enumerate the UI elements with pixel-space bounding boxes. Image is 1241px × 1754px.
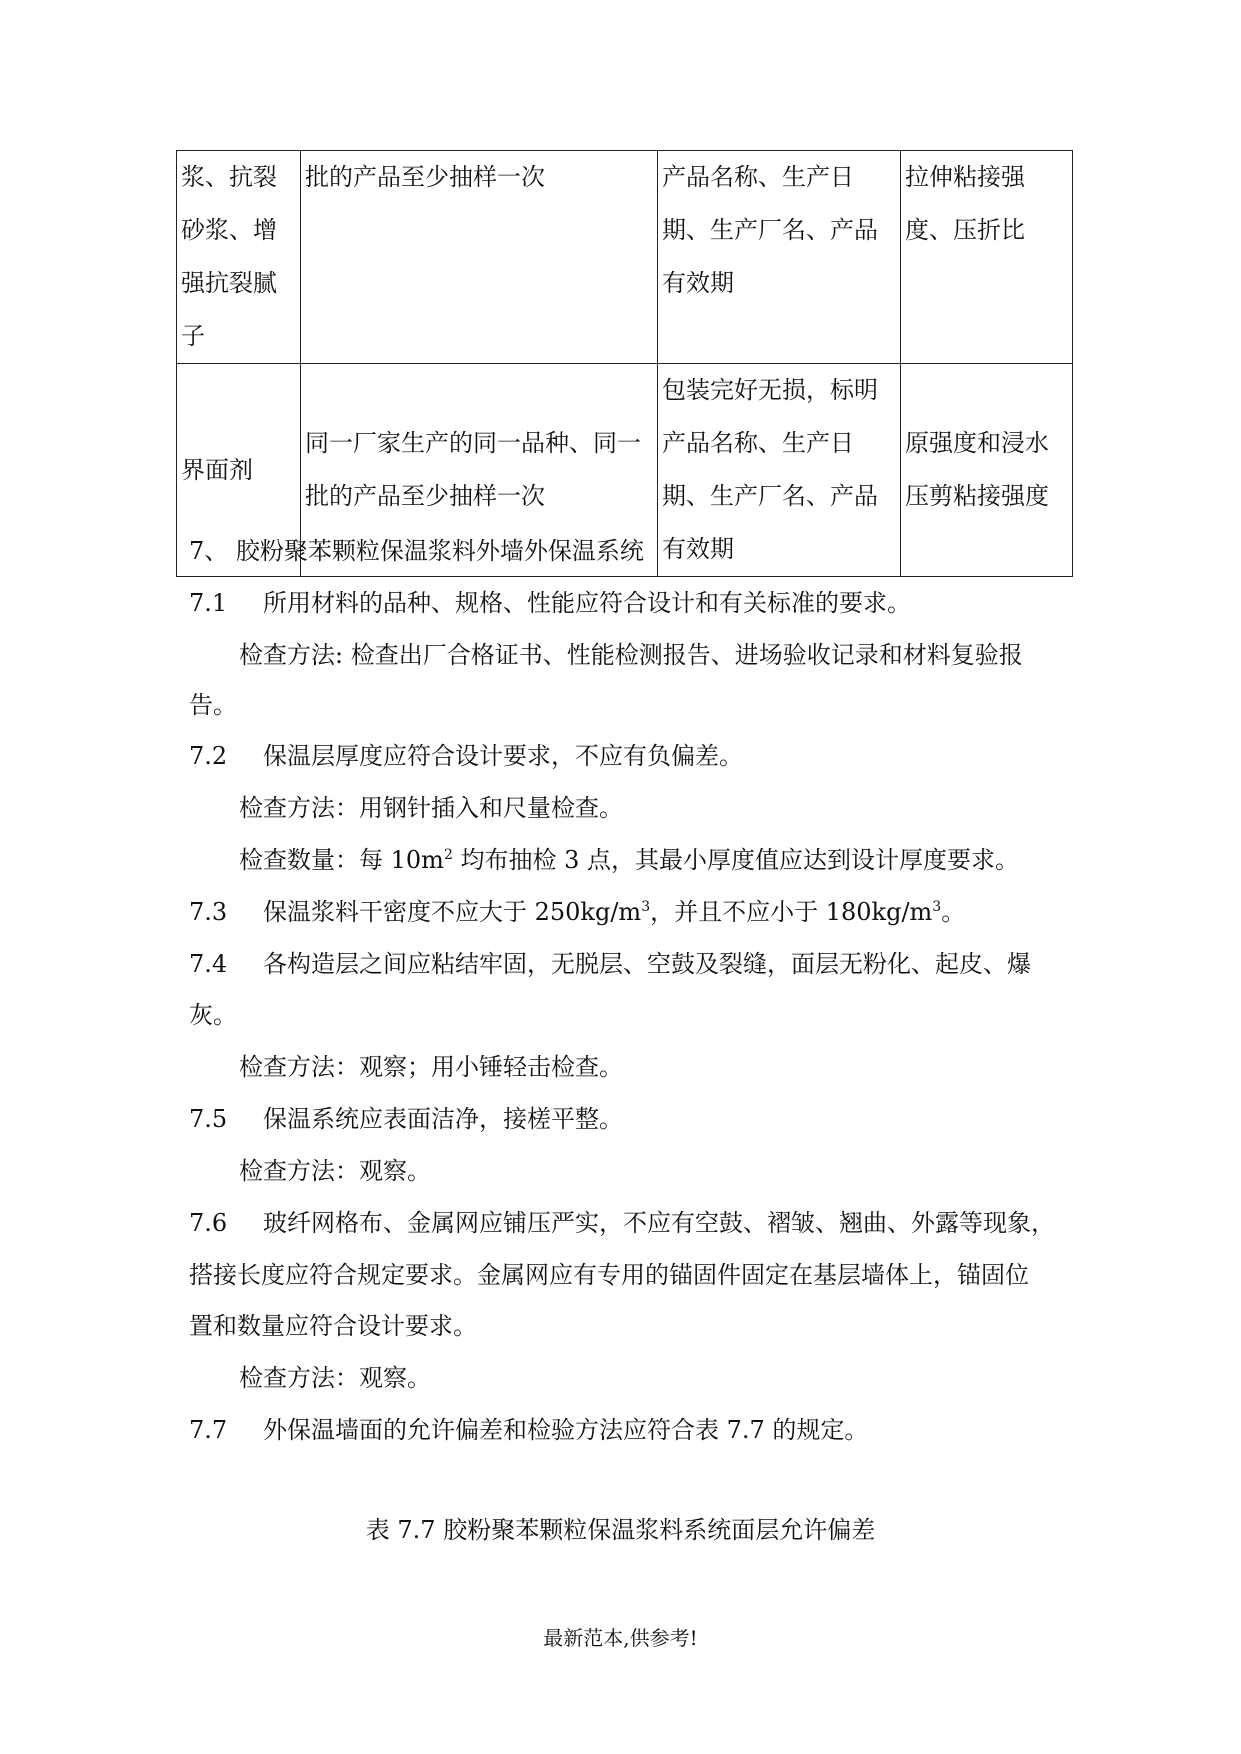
clause-7-7 — [189, 1404, 1069, 1456]
clause-text: 玻纤网格布、金属网应铺压严实，不应有空鼓、褶皱、翘曲、外露等现象， — [263, 1209, 1055, 1237]
table-cell-material: 界面剂 — [177, 364, 301, 577]
inspection-quantity — [189, 834, 1119, 886]
clause-7-6-cont: 置和数量应符合设计要求。 — [189, 1312, 477, 1340]
clause-number: 7.6 — [189, 1209, 228, 1237]
quantity-text-b: 均布抽检 3 点，其最小厚度值应达到设计厚度要求。 — [452, 846, 1020, 874]
table-cell-retest: 原强度和浸水压剪粘接强度 — [901, 364, 1073, 577]
clause-text: 所用材料的品种、规格、性能应符合设计和有关标准的要求。 — [263, 589, 911, 617]
table-caption: 表 7.7 胶粉聚苯颗粒保温浆料系统面层允许偏差 — [365, 1516, 876, 1544]
table-cell-sampling: 批的产品至少抽样一次 — [301, 151, 658, 364]
clause-text: 保温系统应表面洁净，接槎平整。 — [263, 1105, 623, 1133]
inspection-method: 检查方法：观察；用小锤轻击检查。 — [239, 1053, 623, 1081]
clause-7-4-cont: 灰。 — [189, 1001, 237, 1029]
clause-7-4 — [189, 938, 1069, 990]
clause-number: 7.7 — [189, 1416, 228, 1444]
clause-number: 7.2 — [189, 742, 228, 770]
superscript: 2 — [443, 847, 453, 863]
page-footer: 最新范本,供参考! — [543, 1626, 698, 1650]
superscript: 3 — [641, 899, 651, 915]
inspection-method-cont: 告。 — [189, 691, 237, 719]
inspection-method: 检查方法：用钢针插入和尺量检查。 — [239, 794, 623, 822]
clause-7-2 — [189, 730, 1069, 782]
inspection-method: 检查方法：观察。 — [239, 1157, 431, 1185]
table-cell-material: 浆、抗裂砂浆、增强抗裂腻子 — [177, 151, 301, 364]
inspection-method: 检查方法：观察。 — [239, 1364, 431, 1392]
clause-number: 7.1 — [189, 589, 228, 617]
quantity-text-a: 检查数量：每 10m — [239, 846, 444, 874]
clause-text-b: ，并且不应小于 180kg/m — [650, 898, 933, 926]
clause-text: 外保温墙面的允许偏差和检验方法应符合表 7.7 的规定。 — [263, 1416, 869, 1444]
clause-number: 7.3 — [189, 898, 228, 926]
inspection-method: 检查方法: 检查出厂合格证书、性能检测报告、进场验收记录和材料复验报 — [239, 641, 1023, 669]
clause-7-3 — [189, 886, 1069, 938]
table-cell-retest: 拉伸粘接强度、压折比 — [901, 151, 1073, 364]
section-heading: 7、 胶粉聚苯颗粒保温浆料外墙外保温系统 — [189, 537, 644, 565]
clause-text: 保温层厚度应符合设计要求，不应有负偏差。 — [263, 742, 743, 770]
material-inspection-table — [176, 150, 1073, 577]
superscript: 3 — [932, 899, 942, 915]
clause-text: 各构造层之间应粘结牢固，无脱层、空鼓及裂缝，面层无粉化、起皮、爆 — [263, 950, 1031, 978]
clause-7-5 — [189, 1093, 1069, 1145]
clause-7-6-cont: 搭接长度应符合规定要求。金属网应有专用的锚固件固定在基层墙体上，锚固位 — [189, 1261, 1029, 1289]
clause-number: 7.4 — [189, 950, 228, 978]
clause-7-1 — [189, 577, 1069, 629]
clause-number: 7.5 — [189, 1105, 228, 1133]
clause-text-c: 。 — [941, 898, 966, 926]
table-cell-sampling: 同一厂家生产的同一品种、同一批的产品至少抽样一次 — [301, 364, 658, 577]
table-cell-inspection: 产品名称、生产日期、生产厂名、产品有效期 — [658, 151, 901, 364]
clause-7-6 — [189, 1197, 1069, 1249]
table-row — [177, 151, 1073, 364]
table-cell-inspection: 包装完好无损，标明产品名称、生产日期、生产厂名、产品有效期 — [658, 364, 901, 577]
clause-text-a: 保温浆料干密度不应大于 250kg/m — [263, 898, 642, 926]
